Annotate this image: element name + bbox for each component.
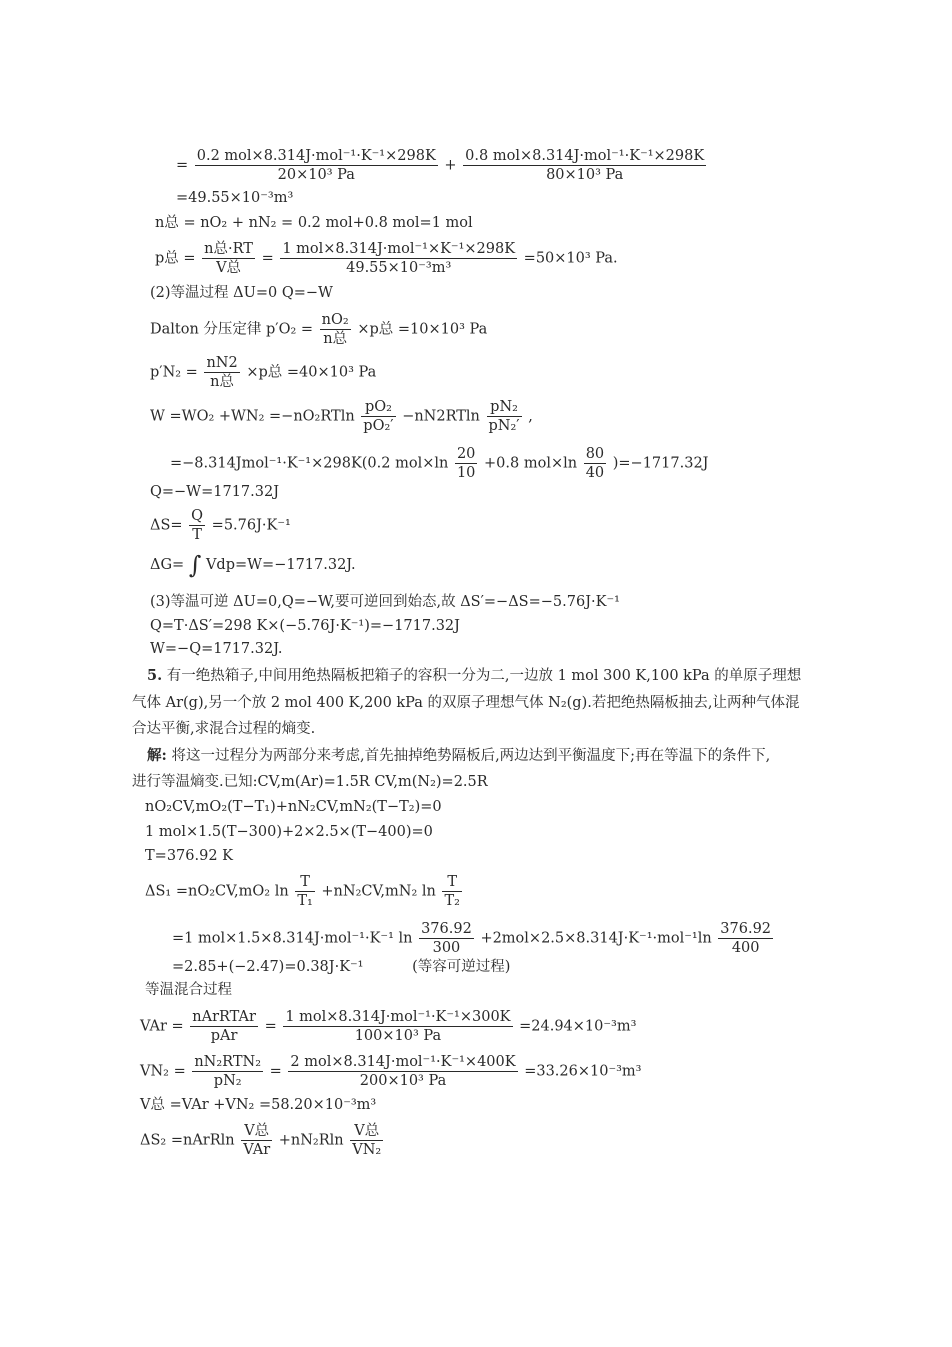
numerator: T <box>295 873 314 892</box>
solution-paragraph <box>147 746 770 766</box>
denominator: VN₂ <box>352 1142 382 1158</box>
eq-text: =1 mol×1.5×8.314J·mol⁻¹·K⁻¹ ln <box>172 930 413 947</box>
section-heading: (2)等温过程 ΔU=0 Q=−W <box>150 285 333 301</box>
numerator: 376.92 <box>421 921 472 937</box>
eq-text: = <box>264 1018 277 1035</box>
eq-text: =50×10³ Pa. <box>523 250 618 267</box>
fraction <box>288 1053 517 1090</box>
eq-text: ΔS= <box>150 517 183 534</box>
eq-text: VN₂ = <box>140 1063 186 1080</box>
solution-text: 进行等温熵变.已知:CV,m(Ar)=1.5R CV,m(N₂)=2.5R <box>132 774 488 790</box>
fraction <box>241 1122 272 1159</box>
equation-line: n总 = nO₂ + nN₂ = 0.2 mol+0.8 mol=1 mol <box>155 215 473 231</box>
numerator: 80 <box>585 446 605 462</box>
eq-text: )=−1717.32J <box>612 455 709 472</box>
numerator: pN₂ <box>487 398 522 417</box>
section-heading: (3)等温可逆 ΔU=0,Q=−W,要可逆回到始态,故 ΔS′=−ΔS=−5.76J·K⁻¹ <box>150 594 620 610</box>
denominator: 200×10³ Pa <box>359 1073 447 1089</box>
numerator: pO₂ <box>361 398 395 417</box>
eq-text: ΔS₁ =nO₂CV,mO₂ ln <box>145 883 289 900</box>
fraction <box>419 920 474 957</box>
equation-entropy-s2 <box>140 1122 385 1159</box>
eq-text: VAr = <box>140 1018 184 1035</box>
problem-number: 5. <box>147 667 163 684</box>
fraction <box>442 873 461 910</box>
fraction <box>463 147 706 184</box>
denominator: 10 <box>456 465 476 481</box>
equation-pressure-total <box>155 240 618 277</box>
eq-text: =24.94×10⁻³m³ <box>519 1018 637 1035</box>
eq-text: +0.8 mol×ln <box>484 455 578 472</box>
eq-text: =33.26×10⁻³m³ <box>524 1063 642 1080</box>
denominator: n总 <box>210 374 234 390</box>
eq-text: =−8.314Jmol⁻¹·K⁻¹×298K(0.2 mol×ln <box>170 455 449 472</box>
equation-entropy <box>150 507 291 544</box>
equation-line: Q=T·ΔS′=298 K×(−5.76J·K⁻¹)=−1717.32J <box>150 618 460 634</box>
equation-line <box>172 957 510 977</box>
eq-text: + <box>444 157 457 174</box>
fraction <box>718 920 773 957</box>
fraction <box>283 1008 512 1045</box>
numerator: nN2 <box>206 355 238 371</box>
eq-text: = <box>176 157 189 174</box>
numerator: 1 mol×8.314J·mol⁻¹×K⁻¹×298K <box>282 241 516 257</box>
denominator: T₂ <box>444 893 460 909</box>
eq-text: , <box>528 408 533 425</box>
eq-text: ΔS₂ =nArRln <box>140 1132 235 1149</box>
fraction <box>190 1008 258 1045</box>
eq-text: = <box>269 1063 282 1080</box>
denominator: 20×10³ Pa <box>277 167 355 183</box>
numerator: 0.2 mol×8.314J·mol⁻¹·K⁻¹×298K <box>196 148 436 164</box>
eq-text: ×p总 =10×10³ Pa <box>357 321 488 338</box>
fraction <box>202 240 255 277</box>
fraction <box>204 354 239 391</box>
numerator: nO₂ <box>321 312 349 328</box>
eq-text: p总 = <box>155 250 196 267</box>
solution-label: 解: <box>147 747 167 764</box>
denominator: pN₂′ <box>488 418 520 434</box>
fraction <box>192 1053 263 1090</box>
numerator: T <box>442 873 461 892</box>
integral-sign: ∫ <box>188 551 202 579</box>
fraction <box>280 240 517 277</box>
equation-work <box>150 398 533 435</box>
fraction <box>195 147 438 184</box>
equation-dalton <box>150 311 487 348</box>
solution-text: 将这一过程分为两部分来考虑,首先抽掉绝势隔板后,两边达到平衡温度下;再在等温下的条件下, <box>171 748 771 764</box>
problem-text: 有一绝热箱子,中间用绝热隔板把箱子的容积一分为二,一边放 1 mol 300 K,100 kPa 的单原子理想 <box>166 668 802 684</box>
fraction <box>584 445 606 482</box>
numerator: 0.8 mol×8.314J·mol⁻¹·K⁻¹×298K <box>465 148 705 164</box>
fraction <box>350 1122 383 1159</box>
equation-line: T=376.92 K <box>145 848 233 864</box>
denominator: 300 <box>432 940 461 956</box>
eq-text: +nN₂Rln <box>278 1132 344 1149</box>
equation-work-value <box>170 445 708 482</box>
eq-text: −nN2RTln <box>402 408 480 425</box>
equation-volume-total <box>176 147 708 184</box>
denominator: T <box>192 527 202 543</box>
fraction <box>295 873 314 910</box>
denominator: 400 <box>731 940 760 956</box>
eq-text: p′N₂ = <box>150 364 198 381</box>
equation-entropy-s1 <box>145 873 464 910</box>
equation-volume-n2 <box>140 1053 642 1090</box>
numerator: V总 <box>241 1122 272 1141</box>
equation-line: V总 =VAr +VN₂ =58.20×10⁻³m³ <box>140 1097 377 1113</box>
eq-text: ΔG= <box>150 557 185 573</box>
section-heading: 等温混合过程 <box>145 982 232 998</box>
denominator: pN₂ <box>213 1073 242 1089</box>
numerator: 2 mol×8.314J·mol⁻¹·K⁻¹×400K <box>290 1054 516 1070</box>
equation-line: Q=−W=1717.32J <box>150 484 280 500</box>
eq-text: =2.85+(−2.47)=0.38J·K⁻¹ <box>172 959 364 975</box>
eq-text: Dalton 分压定律 p′O₂ = <box>150 321 314 338</box>
eq-text: +2mol×2.5×8.314J·K⁻¹·mol⁻¹ln <box>480 930 712 947</box>
denominator: pO₂′ <box>363 418 394 434</box>
numerator: nN₂RTN₂ <box>194 1054 262 1070</box>
fraction <box>455 445 477 482</box>
fraction <box>361 398 395 435</box>
note-text: (等容可逆过程) <box>412 959 511 975</box>
numerator: n总·RT <box>204 241 253 257</box>
numerator: 1 mol×8.314J·mol⁻¹·K⁻¹×300K <box>285 1009 511 1025</box>
numerator: V总 <box>350 1122 383 1141</box>
denominator: 49.55×10⁻³m³ <box>346 260 452 276</box>
denominator: VAr <box>243 1142 271 1158</box>
equation-result-line: =49.55×10⁻³m³ <box>176 190 294 206</box>
equation-gibbs <box>150 551 356 579</box>
eq-text: = <box>261 250 274 267</box>
denominator: 80×10³ Pa <box>546 167 624 183</box>
numerator: 376.92 <box>720 921 772 937</box>
eq-text: W =WO₂ +WN₂ =−nO₂RTln <box>150 408 355 425</box>
denominator: 100×10³ Pa <box>354 1028 442 1044</box>
equation-line: 1 mol×1.5(T−300)+2×2.5×(T−400)=0 <box>145 824 433 840</box>
eq-text: Vdp=W=−1717.32J. <box>205 557 356 573</box>
denominator: n总 <box>323 331 348 347</box>
fraction <box>487 398 522 435</box>
eq-text: +nN₂CV,mN₂ ln <box>321 883 436 900</box>
denominator: V总 <box>216 260 242 276</box>
equation-entropy-s1-value <box>172 920 775 957</box>
problem-statement <box>147 666 801 686</box>
denominator: T₁ <box>297 893 313 909</box>
equation-line: nO₂CV,mO₂(T−T₁)+nN₂CV,mN₂(T−T₂)=0 <box>145 799 442 815</box>
problem-text: 气体 Ar(g),另一个放 2 mol 400 K,200 kPa 的双原子理想气体 N₂(g).若把绝热隔板抽去,让两种气体混 <box>132 695 800 711</box>
denominator: pAr <box>210 1028 238 1044</box>
equation-volume-ar <box>140 1008 636 1045</box>
numerator: 20 <box>456 446 476 462</box>
eq-text: =5.76J·K⁻¹ <box>211 517 291 534</box>
equation-line: W=−Q=1717.32J. <box>150 641 283 657</box>
fraction <box>189 507 205 544</box>
equation-partial-n2 <box>150 354 376 391</box>
denominator: 40 <box>585 465 605 481</box>
numerator: nArRTAr <box>192 1009 256 1025</box>
problem-text: 合达平衡,求混合过程的熵变. <box>132 721 316 737</box>
numerator: Q <box>191 508 204 524</box>
fraction <box>320 311 351 348</box>
eq-text: ×p总 =40×10³ Pa <box>246 364 377 381</box>
